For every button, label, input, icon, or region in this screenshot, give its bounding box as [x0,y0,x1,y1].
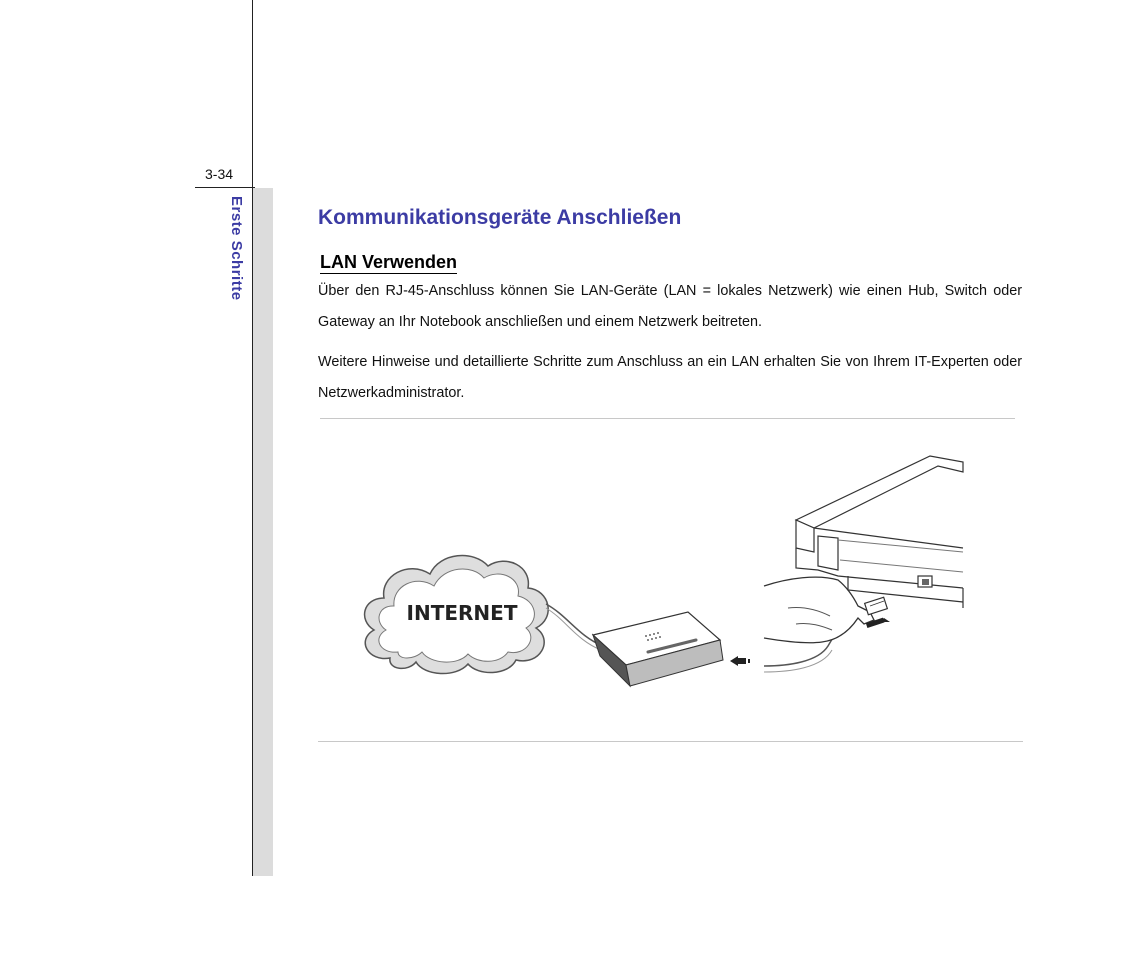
cloud-label: INTERNET [406,601,518,625]
router-device [593,612,723,686]
margin-rule [252,188,253,876]
subsection-title: LAN Verwenden [320,252,458,272]
hand-with-plug [764,577,887,643]
section-title: Kommunikationsgeräte Anschließen [318,206,682,229]
direction-arrow-left-icon [730,656,750,666]
paragraph: Über den RJ-45-Anschluss können Sie LAN-Geräte (LAN = lokales Netzwerk) wie einen Hub, Switch oder Gateway an Ihr Notebook anschließen und einem Netzwerk beitreten. [318,283,1022,330]
divider-top [320,418,1015,419]
lan-illustration [318,440,1018,730]
page-number: 3-34 [205,166,234,182]
divider-bottom [318,741,1023,742]
page-number-rule [195,187,255,188]
lan-diagram [318,440,1018,730]
paragraph: Weitere Hinweise und detaillierte Schritte zum Anschluss an ein LAN erhalten Sie von Ihrem IT-Experten oder Netzwerkadministrator. [318,354,1022,401]
chapter-strip [252,188,273,876]
margin-rule-top [252,0,253,188]
chapter-title: Erste Schritte [228,196,245,301]
internet-cloud [365,556,549,674]
